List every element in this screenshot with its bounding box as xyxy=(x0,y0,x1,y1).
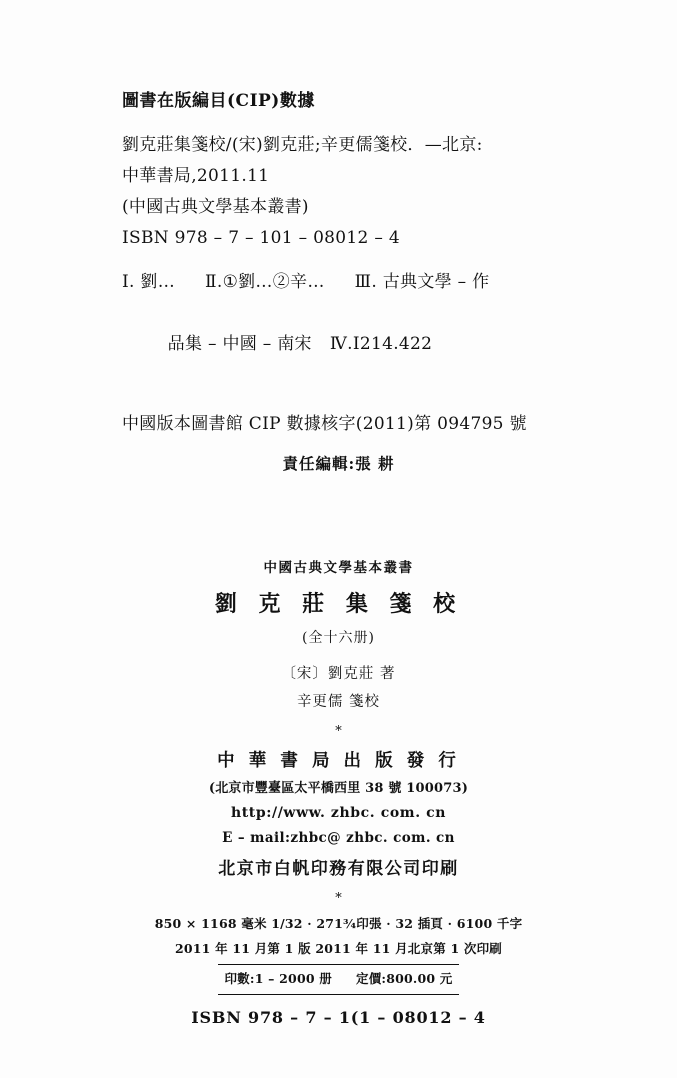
imprint-block xyxy=(0,556,677,1033)
volume-count: (全十六册) xyxy=(302,630,375,646)
publisher-line: 中 華 書 局 出 版 發 行 xyxy=(217,751,460,771)
book-title: 劉 克 莊 集 箋 校 xyxy=(214,591,463,617)
cip-class-code: Ⅳ.I214.422 xyxy=(329,334,433,354)
cip-class-region: 品集 – 中國 – 南宋 xyxy=(167,334,312,354)
print-run: 印數:1 – 2000 册 xyxy=(224,971,332,986)
separator-asterisk-top: * xyxy=(335,724,342,739)
author-line: 〔宋〕劉克莊 著 xyxy=(281,666,396,682)
cip-body xyxy=(0,130,677,391)
cip-class-subject: Ⅲ. 古典文學 – 作 xyxy=(354,272,490,292)
cip-line-4-isbn: ISBN 978 – 7 – 101 – 08012 – 4 xyxy=(122,228,400,248)
separator-asterisk-bottom: * xyxy=(335,891,342,906)
cip-line-2: 中華書局,2011.11 xyxy=(122,166,270,186)
format-specs: 850 × 1168 毫米 1/32 · 271¾印張 · 32 插頁 · 6100 千字 xyxy=(154,916,523,931)
cip-registration-number: 中國版本圖書館 CIP 數據核字(2011)第 094795 號 xyxy=(122,414,527,434)
responsible-editor: 責任編輯:張 耕 xyxy=(282,454,395,473)
cip-classification-line-1 xyxy=(122,267,587,298)
publisher-website[interactable]: http://www. zhbc. com. cn xyxy=(230,805,447,821)
publisher-email[interactable]: E – mail:zhbc@ zhbc. com. cn xyxy=(222,830,455,846)
printer-line: 北京市白帆印務有限公司印刷 xyxy=(218,859,459,879)
isbn-line: ISBN 978 – 7 – 1(1 – 08012 – 4 xyxy=(191,1008,486,1027)
price: 定價:800.00 元 xyxy=(356,971,453,986)
cip-classification-line-2 xyxy=(122,298,587,391)
cip-line-3: (中國古典文學基本叢書) xyxy=(122,197,309,217)
cip-class-contrib: Ⅱ.①劉…②辛… xyxy=(205,272,325,292)
cip-heading: 圖書在版編目(CIP)數據 xyxy=(122,91,315,111)
cip-block xyxy=(0,86,677,439)
cip-class-author: Ⅰ. 劉… xyxy=(122,272,176,292)
publisher-address: (北京市豐臺區太平橋西里 38 號 100073) xyxy=(208,781,469,796)
annotator-line: 辛更儒 箋校 xyxy=(296,694,381,710)
cip-line-1: 劉克莊集箋校/(宋)劉克莊;辛更儒箋校．—北京: xyxy=(122,135,483,155)
edition-printing-info: 2011 年 11 月第 1 版 2011 年 11 月北京第 1 次印刷 xyxy=(174,941,503,956)
series-name: 中國古典文學基本叢書 xyxy=(263,560,414,576)
print-run-and-price xyxy=(218,964,458,995)
